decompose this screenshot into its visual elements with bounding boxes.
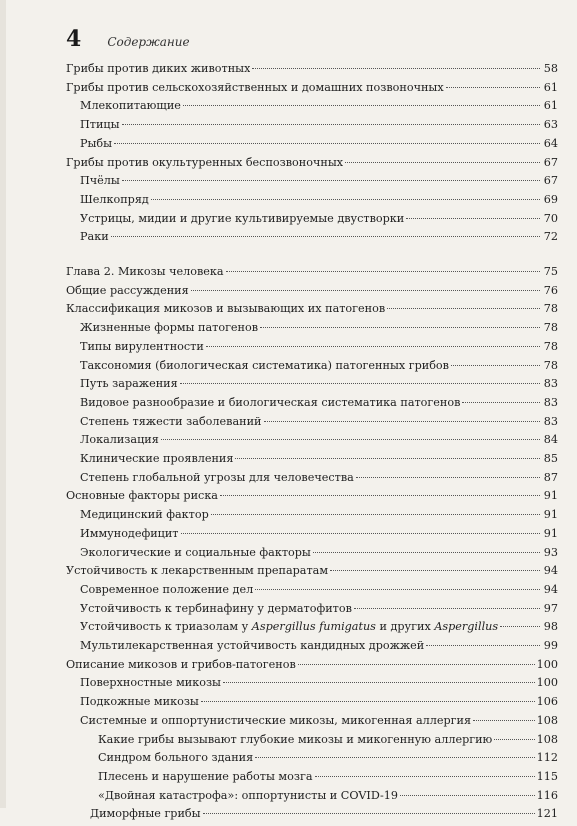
- dot-leader: [151, 199, 540, 200]
- dot-leader: [264, 421, 541, 422]
- toc-entry-page: 99: [543, 639, 558, 652]
- toc-entry[interactable]: [98, 751, 558, 770]
- page-number: 4: [66, 26, 82, 52]
- toc-entry-page: 91: [543, 508, 558, 522]
- dot-leader: [356, 477, 540, 478]
- toc-entry-page: 112: [536, 751, 558, 765]
- dot-leader: [161, 439, 540, 440]
- toc-entry-title: Экологические и социальные факторы: [80, 545, 311, 559]
- toc-entry-title: Классификация микозов и вызывающих их патогенов: [66, 302, 386, 316]
- toc-entry-page: 83: [543, 395, 558, 409]
- toc-entry-title: «Двойная катастрофа»: оппортунисты и COVID-19: [98, 788, 399, 802]
- toc-entry-page: 94: [543, 582, 558, 596]
- toc-entry-title: Видовое разнообразие и биологическая систематика патогенов: [80, 395, 461, 409]
- dot-leader: [201, 701, 535, 702]
- dot-leader: [226, 271, 540, 272]
- dot-leader: [181, 533, 541, 534]
- toc-entry-title: Степень тяжести заболеваний: [80, 414, 262, 428]
- dot-leader: [203, 813, 535, 814]
- toc-entry[interactable]: [80, 452, 558, 471]
- toc-entry-title: Птицы: [80, 118, 120, 132]
- toc-entry-title: Устрицы, мидии и другие культивируемые двустворки: [80, 211, 405, 225]
- toc-entry-title: Устойчивость к тербинафину у дерматофитов: [80, 601, 352, 615]
- toc-entry[interactable]: [80, 359, 558, 378]
- dot-leader: [260, 327, 540, 328]
- toc-entry-page: 85: [543, 452, 558, 465]
- dot-leader: [315, 776, 535, 777]
- toc-entry-title: Путь заражения: [80, 377, 178, 391]
- toc-entry[interactable]: [80, 527, 558, 546]
- toc-entry-title: Описание микозов и грибов-патогенов: [66, 657, 296, 671]
- toc-entry[interactable]: [80, 321, 558, 340]
- toc-entry-title: Млекопитающие: [80, 99, 181, 113]
- toc-entry[interactable]: [80, 212, 558, 231]
- toc-entry-page: 83: [543, 377, 558, 391]
- dot-leader: [122, 180, 540, 181]
- toc-entry-title: Локализация: [80, 433, 159, 447]
- dot-leader: [206, 346, 540, 347]
- dot-leader: [223, 682, 535, 683]
- toc-entry[interactable]: [80, 471, 558, 490]
- toc-entry-title: Типы вирулентности: [80, 339, 204, 353]
- dot-leader: [354, 608, 540, 609]
- toc-entry-page: 67: [543, 174, 558, 188]
- dot-leader: [180, 383, 540, 384]
- toc-entry[interactable]: [90, 807, 558, 826]
- toc-entry[interactable]: [66, 658, 558, 677]
- toc-entry-page: 108: [536, 732, 558, 746]
- toc-entry[interactable]: [98, 789, 558, 808]
- toc-entry-page: 100: [536, 676, 558, 690]
- dot-leader: [220, 495, 540, 496]
- toc-entry[interactable]: [66, 302, 558, 321]
- toc-entry-title: Раки: [80, 230, 109, 244]
- toc-entry[interactable]: [80, 230, 558, 249]
- toc-entry[interactable]: [80, 620, 558, 639]
- page-edge-shadow: [0, 0, 6, 808]
- dot-leader: [114, 143, 540, 144]
- toc-entry[interactable]: [66, 81, 558, 100]
- toc-entry-title: Степень глобальной угрозы для человечества: [80, 470, 354, 484]
- dot-leader: [387, 308, 540, 309]
- dot-leader: [183, 105, 540, 106]
- toc-entry[interactable]: [80, 433, 558, 452]
- dot-leader: [500, 626, 540, 627]
- toc-entry-title: Поверхностные микозы: [80, 676, 221, 690]
- toc-entry[interactable]: [80, 583, 558, 602]
- dot-leader: [494, 739, 534, 740]
- toc-entry-page: 78: [543, 339, 558, 353]
- toc-entry-title: Плесень и нарушение работы мозга: [98, 769, 313, 783]
- toc-entry-title: Грибы против окультуренных беспозвоночных: [66, 155, 344, 169]
- dot-leader: [255, 757, 534, 758]
- toc-entry[interactable]: [98, 733, 558, 752]
- toc-entry-title: Пчёлы: [80, 174, 120, 188]
- toc-entry-page: 116: [536, 788, 558, 802]
- toc-entry[interactable]: [80, 676, 558, 695]
- dot-leader: [235, 458, 540, 459]
- toc-entry-title: Жизненные формы патогенов: [80, 321, 259, 335]
- toc-entry-title: Устойчивость к триазолам у Aspergillus fumigatus и других Aspergillus: [80, 620, 499, 634]
- toc-entry-page: 76: [543, 283, 558, 297]
- dot-leader: [252, 68, 540, 69]
- toc-entry-page: 87: [543, 470, 558, 484]
- toc-entry-page: 83: [543, 414, 558, 428]
- dot-leader: [313, 552, 540, 553]
- toc-entry-title: Мультилекарственная устойчивость кандидных дрожжей: [80, 639, 425, 652]
- toc-entry[interactable]: [80, 377, 558, 396]
- toc-entry[interactable]: [80, 714, 558, 733]
- toc-entry-page: 78: [543, 321, 558, 335]
- page-header: [66, 26, 190, 52]
- toc-entry-title: Подкожные микозы: [80, 695, 199, 709]
- toc-entry-title: Медицинский фактор: [80, 508, 209, 522]
- toc-entry-page: 106: [536, 695, 558, 709]
- dot-leader: [451, 365, 540, 366]
- toc-entry[interactable]: [66, 62, 558, 81]
- dot-leader: [473, 720, 535, 721]
- dot-leader: [255, 589, 540, 590]
- toc-entry-title: Системные и оппортунистические микозы, микогенная аллергия: [80, 713, 472, 727]
- toc-entry-title: Устойчивость к лекарственным препаратам: [66, 564, 329, 578]
- toc-entry-page: 61: [543, 99, 558, 113]
- toc-entry-page: 94: [543, 564, 558, 578]
- toc-entry-page: 70: [543, 211, 558, 225]
- toc-entry[interactable]: [66, 564, 558, 583]
- toc-entry-title: Какие грибы вызывают глубокие микозы и микогенную аллергию: [98, 732, 493, 746]
- toc-entry[interactable]: [80, 396, 558, 415]
- toc-entry-page: 75: [543, 265, 558, 278]
- toc-entry-page: 72: [543, 230, 558, 244]
- toc-entry-title: Таксономия (биологическая систематика) патогенных грибов: [80, 358, 449, 372]
- toc-entry-title: Общие рассуждения: [66, 283, 189, 297]
- toc-entry-page: 100: [536, 657, 558, 671]
- toc-entry-page: 78: [543, 358, 558, 372]
- dot-leader: [211, 514, 540, 515]
- toc-entry-title: Диморфные грибы: [90, 807, 201, 821]
- toc-entry-page: 63: [543, 118, 558, 132]
- toc-entry[interactable]: [80, 99, 558, 118]
- toc-entry-title: Глава 2. Микозы человека: [66, 265, 224, 278]
- toc-entry[interactable]: [80, 546, 558, 565]
- toc-entry[interactable]: [80, 415, 558, 434]
- toc-entry[interactable]: [66, 265, 558, 284]
- dot-leader: [345, 162, 540, 163]
- toc-entry-page: 58: [543, 62, 558, 75]
- toc-entry[interactable]: [66, 489, 558, 508]
- toc-entry[interactable]: [80, 340, 558, 359]
- toc-entry-page: 69: [543, 192, 558, 206]
- toc-entry-page: 67: [543, 155, 558, 169]
- toc-entry-title: Грибы против сельскохозяйственных и домашних позвоночных: [66, 80, 444, 94]
- dot-leader: [426, 645, 540, 646]
- toc-entry-title: Иммунодефицит: [80, 526, 179, 540]
- toc-entry[interactable]: [80, 602, 558, 621]
- toc-entry-page: 108: [536, 713, 558, 727]
- running-title: Содержание: [107, 35, 190, 49]
- dot-leader: [400, 795, 535, 796]
- dot-leader: [406, 218, 540, 219]
- dot-leader: [462, 402, 540, 403]
- toc-entry[interactable]: [80, 137, 558, 156]
- toc-entry[interactable]: [80, 508, 558, 527]
- toc-entry-page: 98: [543, 620, 558, 634]
- dot-leader: [446, 87, 540, 88]
- dot-leader: [122, 124, 540, 125]
- toc-entry[interactable]: [80, 639, 558, 658]
- toc-entry[interactable]: [98, 770, 558, 789]
- toc-entry-page: 64: [543, 136, 558, 150]
- toc-entry-title: Рыбы: [80, 136, 113, 150]
- toc-entry-page: 121: [536, 807, 558, 821]
- toc-entry-title: Шелкопряд: [80, 192, 149, 206]
- dot-leader: [111, 236, 540, 237]
- toc-entry[interactable]: [66, 284, 558, 303]
- toc-entry-page: 61: [543, 80, 558, 94]
- toc-entry-page: 91: [543, 489, 558, 503]
- toc-entry-page: 91: [543, 526, 558, 540]
- toc-entry-page: 93: [543, 545, 558, 559]
- toc-entry-title: Синдром больного здания: [98, 751, 254, 765]
- dot-leader: [330, 570, 540, 571]
- toc-entry-page: 97: [543, 601, 558, 615]
- toc-entry-title: Основные факторы риска: [66, 489, 218, 503]
- toc-entry-page: 84: [543, 433, 558, 447]
- toc-entry-page: 78: [543, 302, 558, 316]
- toc-entry[interactable]: [80, 174, 558, 193]
- toc-entry[interactable]: [80, 193, 558, 212]
- toc-entry-page: 115: [536, 769, 558, 783]
- toc-entry[interactable]: [80, 695, 558, 714]
- toc-entry[interactable]: [80, 118, 558, 137]
- toc-entry-title: Клинические проявления: [80, 452, 234, 465]
- toc-entry-title: Грибы против диких животных: [66, 62, 251, 75]
- dot-leader: [191, 290, 540, 291]
- toc-entry-title: Современное положение дел: [80, 582, 254, 596]
- toc-entry[interactable]: [66, 156, 558, 175]
- dot-leader: [298, 664, 535, 665]
